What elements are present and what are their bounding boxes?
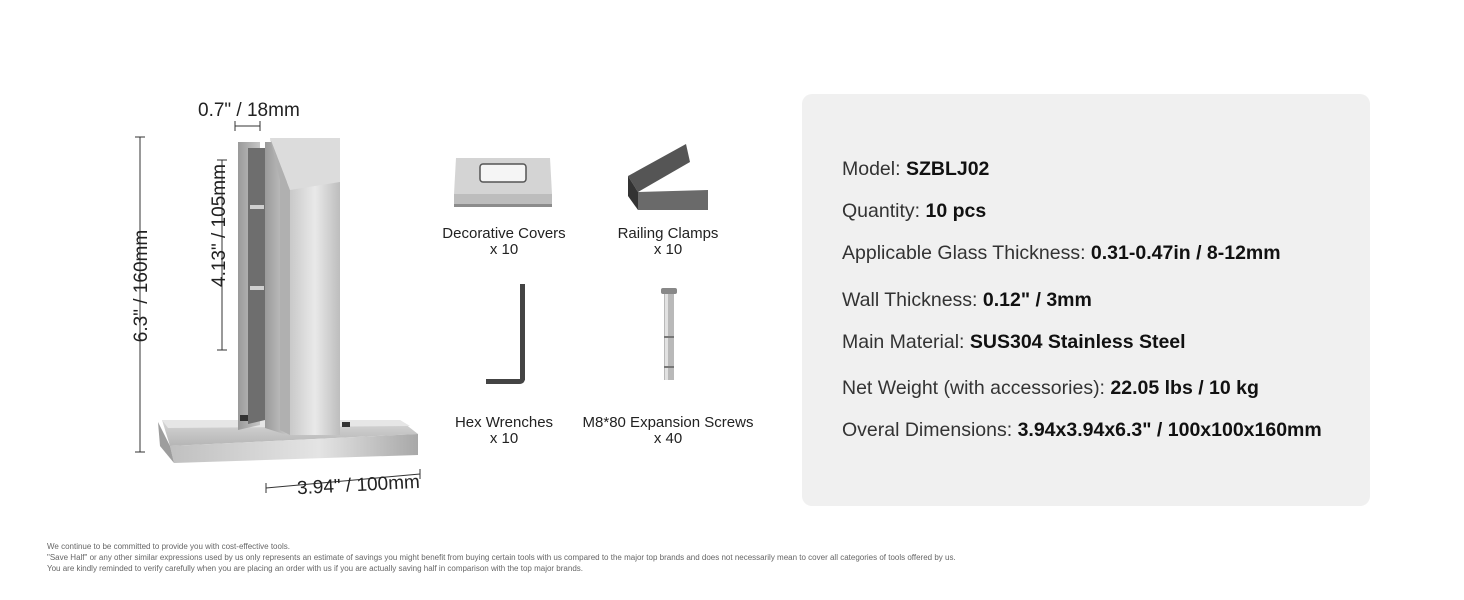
spec-value: 3.94x3.94x6.3" / 100x100x160mm bbox=[1017, 419, 1322, 441]
spec-value: 0.31-0.47in / 8-12mm bbox=[1090, 242, 1281, 264]
dimension-top-width: 0.7" / 18mm bbox=[198, 100, 300, 121]
accessory-qty: x 40 bbox=[653, 430, 683, 447]
accessory-qty: x 10 bbox=[653, 241, 683, 258]
spec-net-weight bbox=[842, 377, 1259, 400]
spec-label: Applicable Glass Thickness: bbox=[842, 242, 1091, 264]
spec-label: Quantity: bbox=[842, 200, 926, 222]
dimension-base-width: 3.94" / 100mm bbox=[296, 471, 421, 500]
spec-model bbox=[842, 158, 989, 181]
spec-label: Main Material: bbox=[842, 331, 970, 353]
disclaimer-text bbox=[47, 541, 956, 574]
expansion-screw-icon bbox=[656, 286, 682, 386]
spec-value: 10 pcs bbox=[925, 200, 987, 222]
spec-label: Net Weight (with accessories): bbox=[842, 377, 1111, 399]
spec-main-material bbox=[842, 331, 1186, 354]
accessory-qty: x 10 bbox=[489, 241, 519, 258]
decorative-cover-icon bbox=[448, 152, 558, 212]
accessory-hex-wrenches bbox=[424, 415, 584, 447]
accessory-qty: x 10 bbox=[489, 430, 519, 447]
dimension-clamp-height: 4.13" / 105mm bbox=[209, 164, 230, 287]
spec-label: Wall Thickness: bbox=[842, 289, 983, 311]
spec-value: SZBLJ02 bbox=[905, 158, 990, 180]
spec-overall-dimensions bbox=[842, 419, 1322, 442]
spec-value: SUS304 Stainless Steel bbox=[969, 331, 1186, 353]
railing-clamp-icon bbox=[622, 140, 714, 216]
accessory-decorative-covers bbox=[424, 226, 584, 258]
disclaimer-line: "Save Half" or any other similar expressions used by us only represents an estimate of savings you might benefit from buying certain tools with us compared to the major top brands and does not necessarily mean to cover all categories of tools offered by us. bbox=[47, 553, 956, 562]
disclaimer-line: You are kindly reminded to verify carefully when you are placing an order with us if you are actually saving half in comparison with the top major brands. bbox=[47, 564, 583, 573]
spec-value: 0.12" / 3mm bbox=[982, 289, 1092, 311]
spec-wall-thickness bbox=[842, 289, 1092, 312]
accessory-name: Decorative Covers bbox=[442, 225, 566, 242]
spec-glass-thickness bbox=[842, 242, 1281, 265]
spec-label: Overal Dimensions: bbox=[842, 419, 1018, 441]
dimension-total-height: 6.3" / 160mm bbox=[131, 229, 152, 343]
spec-quantity bbox=[842, 200, 986, 223]
accessory-railing-clamps bbox=[588, 226, 748, 258]
accessory-name: M8*80 Expansion Screws bbox=[582, 414, 754, 431]
accessory-name: Railing Clamps bbox=[617, 225, 719, 242]
disclaimer-line: We continue to be committed to provide you with cost-effective tools. bbox=[47, 542, 290, 551]
spec-label: Model: bbox=[842, 158, 906, 180]
spec-value: 22.05 lbs / 10 kg bbox=[1110, 377, 1259, 399]
accessory-expansion-screws bbox=[568, 415, 768, 447]
product-diagram bbox=[90, 90, 450, 510]
hex-wrench-icon bbox=[482, 282, 532, 388]
specifications-panel bbox=[802, 94, 1370, 506]
accessory-name: Hex Wrenches bbox=[454, 414, 554, 431]
